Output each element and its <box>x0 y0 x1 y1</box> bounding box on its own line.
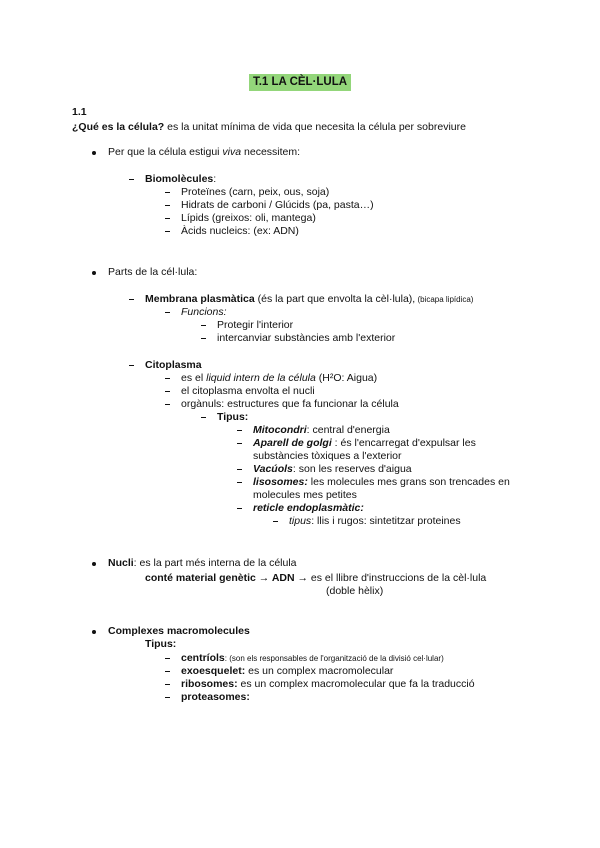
dash-icon <box>165 391 170 392</box>
text: es un complex macromolecular que fa la traducció <box>237 678 475 690</box>
text-italic: liquid intern de la célula <box>206 372 316 384</box>
list-item: proteasomes: <box>181 691 250 703</box>
tipus-label: Tipus: <box>217 411 249 423</box>
text: : es la part més interna de la célula <box>133 557 297 569</box>
dash-icon <box>165 205 170 206</box>
biomolecules-heading <box>145 173 216 186</box>
text: es el llibre d'instruccions de la cèl·lula <box>307 572 487 584</box>
nucli-adn-line <box>145 572 486 585</box>
dash-icon <box>237 469 242 470</box>
dash-icon <box>237 508 242 509</box>
dash-icon <box>165 192 170 193</box>
organelle-name: Aparell de golgi <box>253 437 332 449</box>
list-item: Àcids nucleics: (ex: ADN) <box>181 225 299 237</box>
dash-icon <box>129 179 134 180</box>
list-item: orgànuls: estructures que fa funcionar la célula <box>181 398 399 410</box>
list-item <box>181 652 444 665</box>
list-item <box>181 678 475 691</box>
text: : son les reserves d'aigua <box>292 463 412 475</box>
text: (és la part que envolta la cèl·lula), <box>254 293 416 305</box>
text: es un complex macromolecular <box>245 665 394 677</box>
complexes-heading: Complexes macromolecules <box>108 625 250 637</box>
bullet-parts: Parts de la cél·lula: <box>108 266 198 278</box>
list-item <box>181 665 393 678</box>
organelle-golgi-cont: substàncies tòxiques a l'exterior <box>253 450 402 462</box>
dash-icon <box>165 218 170 219</box>
text: : llis i rugos: sintetitzar proteines <box>311 515 461 527</box>
dash-icon <box>201 325 206 326</box>
dash-icon <box>201 417 206 418</box>
dash-icon <box>165 658 170 659</box>
text-italic: viva <box>222 146 242 158</box>
tipus-label: Tipus: <box>145 638 177 650</box>
text-bold: conté material genètic → ADN → <box>145 572 308 584</box>
dash-icon <box>165 671 170 672</box>
bullet-icon <box>92 562 96 566</box>
dash-icon <box>165 231 170 232</box>
list-item: Protegir l'interior <box>217 319 294 331</box>
text: (H²O: Aigua) <box>315 372 378 384</box>
dash-icon <box>237 482 242 483</box>
section-number: 1.1 <box>72 106 87 118</box>
membrana-line <box>145 293 473 306</box>
list-item: Lípids (greixos: oli, mantega) <box>181 212 316 224</box>
citoplasma-heading: Citoplasma <box>145 359 202 371</box>
dash-icon <box>165 697 170 698</box>
question: ¿Qué es la célula? <box>72 121 165 133</box>
text: les molecules mes grans son trencades en <box>307 476 510 488</box>
text: : <box>213 173 217 185</box>
organelle-lisosomes-cont: molecules mes petites <box>253 489 357 501</box>
definition-line <box>72 121 466 134</box>
list-item: Proteïnes (carn, peix, ous, soja) <box>181 186 330 198</box>
list-item <box>181 372 377 385</box>
dash-icon <box>165 312 170 313</box>
text-bold: exoesquelet: <box>181 665 246 677</box>
heading: Biomolècules <box>145 173 214 185</box>
organelle-name: lisosomes: <box>253 476 308 488</box>
nucli-line <box>108 557 297 570</box>
text: necessitem: <box>241 146 301 158</box>
organelle-vacuols <box>253 463 412 476</box>
nucli-helix: (doble hèlix) <box>326 585 384 597</box>
heading: Nucli <box>108 557 134 569</box>
organelle-reticle: reticle endoplasmàtic: <box>253 502 364 514</box>
page-title: T.1 LA CÈL·LULA <box>249 74 351 91</box>
text-bold: ribosomes: <box>181 678 238 690</box>
dash-icon <box>273 521 278 522</box>
dash-icon <box>201 338 206 339</box>
dash-icon <box>237 443 242 444</box>
funcions-label: Funcions: <box>181 306 227 318</box>
dash-icon <box>129 365 134 366</box>
reticle-tipus <box>289 515 461 528</box>
list-item: Hidrats de carboni / Glúcids (pa, pasta…) <box>181 199 374 211</box>
text: : central d'energia <box>306 424 390 436</box>
text: : és l'encarregat d'expulsar les <box>331 437 476 449</box>
bullet-icon <box>92 630 96 634</box>
text-small: : (son els responsables de l'organització de la divisió cel·lular) <box>224 654 444 663</box>
dash-icon <box>165 684 170 685</box>
heading: Membrana plasmàtica <box>145 293 255 305</box>
text-small: (bicapa lipídica) <box>415 295 474 304</box>
text-bold: centríols <box>181 652 225 664</box>
answer: es la unitat mínima de vida que necesita la célula per sobreviure <box>164 121 466 133</box>
list-item: intercanviar substàncies amb l'exterior <box>217 332 396 344</box>
text: Per que la célula estigui <box>108 146 223 158</box>
organelle-name: Mitocondri <box>253 424 307 436</box>
organelle-name: Vacúols <box>253 463 293 475</box>
organelle-lisosomes <box>253 476 510 489</box>
list-item: el citoplasma envolta el nucli <box>181 385 315 397</box>
bullet-icon <box>92 151 96 155</box>
bullet-icon <box>92 271 96 275</box>
dash-icon <box>237 430 242 431</box>
organelle-mitocondri <box>253 424 390 437</box>
text: es el <box>181 372 207 384</box>
organelle-golgi <box>253 437 476 450</box>
dash-icon <box>165 378 170 379</box>
dash-icon <box>129 299 134 300</box>
bullet-viva <box>108 146 300 159</box>
dash-icon <box>165 404 170 405</box>
text-italic: tipus <box>289 515 312 527</box>
